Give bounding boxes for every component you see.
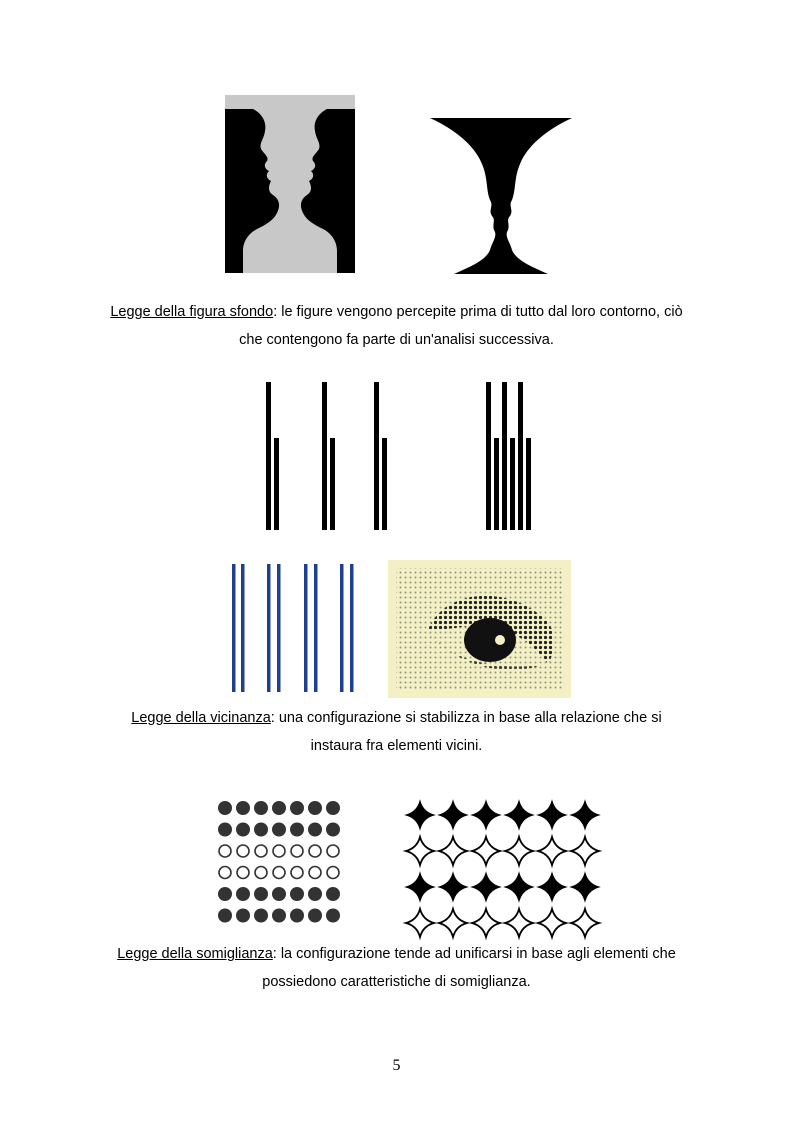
hollow-dot — [255, 867, 267, 879]
figure-ground-title: Legge della figura sfondo — [110, 304, 274, 320]
hollow-dot — [237, 845, 249, 857]
hollow-diamond — [505, 837, 533, 865]
hollow-diamond — [571, 837, 599, 865]
filled-dot — [290, 823, 304, 837]
proximity-text-line2: instaura fra elementi vicini. — [310, 738, 483, 754]
filled-diamond — [505, 801, 533, 829]
hollow-diamond — [538, 837, 566, 865]
filled-dot — [218, 823, 232, 837]
filled-dot — [290, 887, 304, 901]
tall-bar — [486, 382, 491, 530]
short-bar — [382, 438, 387, 530]
figure-ground-text-line2: che contengono fa parte di un'analisi successiva. — [239, 332, 554, 348]
short-bar — [274, 438, 279, 530]
similarity-text-line1: : la configurazione tende ad unificarsi in base agli elementi che — [272, 946, 676, 962]
filled-dot — [290, 801, 304, 815]
black-vase-figure — [430, 118, 572, 274]
filled-dot — [272, 887, 286, 901]
hollow-diamond — [439, 837, 467, 865]
filled-diamond — [538, 801, 566, 829]
filled-dot — [326, 887, 340, 901]
short-bar — [330, 438, 335, 530]
filled-dot — [254, 801, 268, 815]
proximity-caption — [60, 704, 733, 760]
filled-dot — [308, 909, 322, 923]
blue-bar — [314, 564, 318, 692]
blue-bar — [277, 564, 281, 692]
similarity-title: Legge della somiglianza — [117, 946, 273, 962]
hollow-dot — [327, 845, 339, 857]
figure-ground-text-line1: : le figure vengono percepite prima di tutto dal loro contorno, ciò — [273, 304, 683, 320]
black-bar-pairs-figure — [260, 382, 400, 532]
blue-bar — [340, 564, 344, 692]
rubin-faces-vase-figure — [225, 95, 355, 273]
dot-grid-figure — [216, 800, 344, 926]
filled-dot — [218, 801, 232, 815]
filled-dot — [236, 909, 250, 923]
hollow-dot — [219, 867, 231, 879]
filled-dot — [308, 823, 322, 837]
filled-dot — [254, 887, 268, 901]
blue-bar — [241, 564, 245, 692]
hollow-diamond — [406, 909, 434, 937]
blue-bar — [232, 564, 236, 692]
diamond-grid-figure — [404, 800, 604, 932]
filled-dot — [236, 823, 250, 837]
filled-diamond — [472, 801, 500, 829]
page-number: 5 — [392, 1057, 401, 1074]
hollow-diamond — [439, 909, 467, 937]
hollow-dot — [273, 845, 285, 857]
filled-dot — [236, 801, 250, 815]
similarity-caption — [60, 940, 733, 996]
proximity-text-line1: : una configurazione si stabilizza in base alla relazione che si — [270, 710, 662, 726]
hollow-diamond — [538, 909, 566, 937]
short-bar — [494, 438, 499, 530]
filled-dot — [290, 909, 304, 923]
filled-dot — [218, 887, 232, 901]
hollow-dot — [255, 845, 267, 857]
tall-bar — [322, 382, 327, 530]
filled-diamond — [472, 873, 500, 901]
filled-diamond — [406, 801, 434, 829]
vase-shape — [430, 118, 572, 274]
black-bar-cluster-figure — [484, 382, 534, 532]
filled-diamond — [571, 873, 599, 901]
proximity-title: Legge della vicinanza — [131, 710, 271, 726]
filled-dot — [218, 909, 232, 923]
tall-bar — [374, 382, 379, 530]
filled-dot — [254, 909, 268, 923]
filled-dot — [236, 887, 250, 901]
hollow-dot — [273, 867, 285, 879]
filled-diamond — [538, 873, 566, 901]
tall-bar — [518, 382, 523, 530]
hollow-diamond — [472, 909, 500, 937]
filled-dot — [308, 801, 322, 815]
blue-bar-pairs-figure — [230, 564, 360, 692]
filled-diamond — [571, 801, 599, 829]
figure-ground-caption — [60, 298, 733, 354]
filled-dot — [254, 823, 268, 837]
filled-dot — [272, 909, 286, 923]
blue-bar — [267, 564, 271, 692]
hollow-diamond — [472, 837, 500, 865]
similarity-text-line2: possiedono caratteristiche di somiglianza. — [262, 974, 531, 990]
hollow-dot — [237, 867, 249, 879]
filled-diamond — [439, 801, 467, 829]
short-bar — [526, 438, 531, 530]
halftone-eye-figure — [388, 560, 571, 698]
hollow-dot — [309, 845, 321, 857]
eye-highlight — [495, 635, 505, 645]
filled-diamond — [406, 873, 434, 901]
blue-bar — [304, 564, 308, 692]
filled-dot — [326, 801, 340, 815]
short-bar — [510, 438, 515, 530]
filled-dot — [272, 801, 286, 815]
filled-dot — [326, 909, 340, 923]
hollow-diamond — [571, 909, 599, 937]
tall-bar — [266, 382, 271, 530]
hollow-diamond — [406, 837, 434, 865]
filled-diamond — [439, 873, 467, 901]
tall-bar — [502, 382, 507, 530]
hollow-dot — [219, 845, 231, 857]
hollow-dot — [309, 867, 321, 879]
filled-dot — [272, 823, 286, 837]
filled-dot — [308, 887, 322, 901]
hollow-dot — [291, 867, 303, 879]
hollow-dot — [291, 845, 303, 857]
blue-bar — [350, 564, 354, 692]
filled-diamond — [505, 873, 533, 901]
hollow-dot — [327, 867, 339, 879]
filled-dot — [326, 823, 340, 837]
eye-iris — [464, 618, 516, 662]
hollow-diamond — [505, 909, 533, 937]
